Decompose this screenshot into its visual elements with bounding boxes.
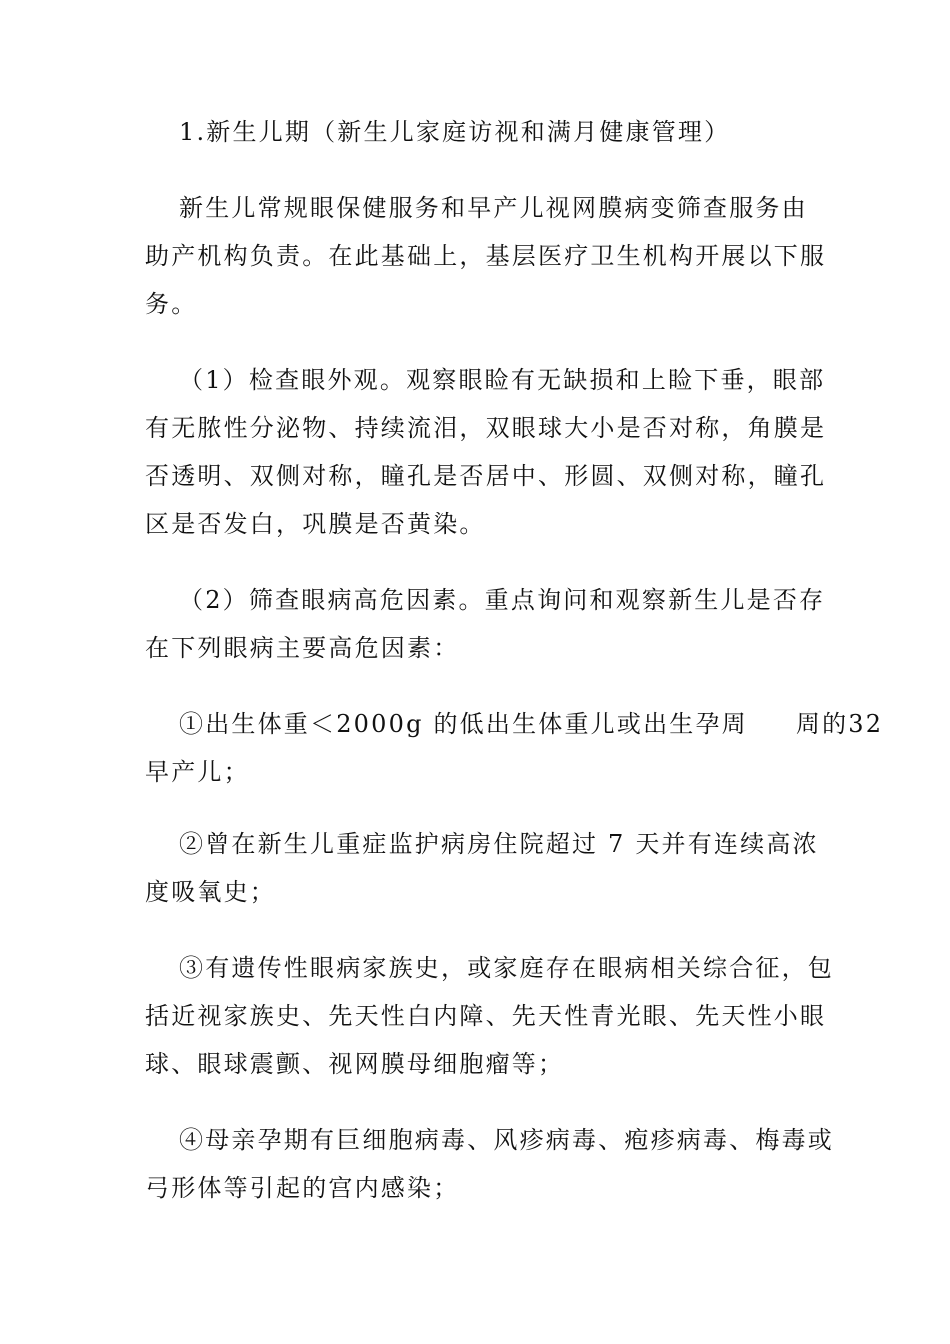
text-segment: ①出生体重＜2000g 的低出生体重儿或出生孕周: [179, 710, 748, 738]
text-line: 早产儿；: [145, 758, 250, 786]
text-line: ③有遗传性眼病家族史，或家庭存在眼病相关综合征，包: [179, 954, 834, 982]
text-line: 否透明、双侧对称，瞳孔是否居中、形圆、双侧对称，瞳孔: [145, 462, 827, 490]
text-line: （1）检查眼外观。观察眼睑有无缺损和上睑下垂，眼部: [179, 366, 826, 394]
text-line: （2）筛查眼病高危因素。重点询问和观察新生儿是否存: [179, 586, 826, 614]
text-line: [179, 709, 883, 739]
text-segment: 周的32: [795, 710, 884, 738]
text-line: 度吸氧史；: [145, 878, 276, 906]
text-line: 助产机构负责。在此基础上，基层医疗卫生机构开展以下服: [145, 242, 827, 270]
text-line: 有无脓性分泌物、持续流泪，双眼球大小是否对称，角膜是: [145, 414, 827, 442]
text-line: ②曾在新生儿重症监护病房住院超过 7 天并有连续高浓: [179, 830, 819, 858]
text-line: 务。: [145, 290, 198, 318]
section-heading: 1.新生儿期（新生儿家庭访视和满月健康管理）: [179, 118, 731, 146]
text-line: 球、眼球震颤、视网膜母细胞瘤等；: [145, 1050, 565, 1078]
text-line: 括近视家族史、先天性白内障、先天性青光眼、先天性小眼: [145, 1002, 827, 1030]
text-line: 新生儿常规眼保健服务和早产儿视网膜病变筛查服务由: [179, 194, 808, 222]
text-line: 区是否发白，巩膜是否黄染。: [145, 510, 486, 538]
text-line: ④母亲孕期有巨细胞病毒、风疹病毒、疱疹病毒、梅毒或: [179, 1126, 834, 1154]
text-line: 弓形体等引起的宫内感染；: [145, 1174, 460, 1202]
text-line: 在下列眼病主要高危因素：: [145, 634, 460, 662]
